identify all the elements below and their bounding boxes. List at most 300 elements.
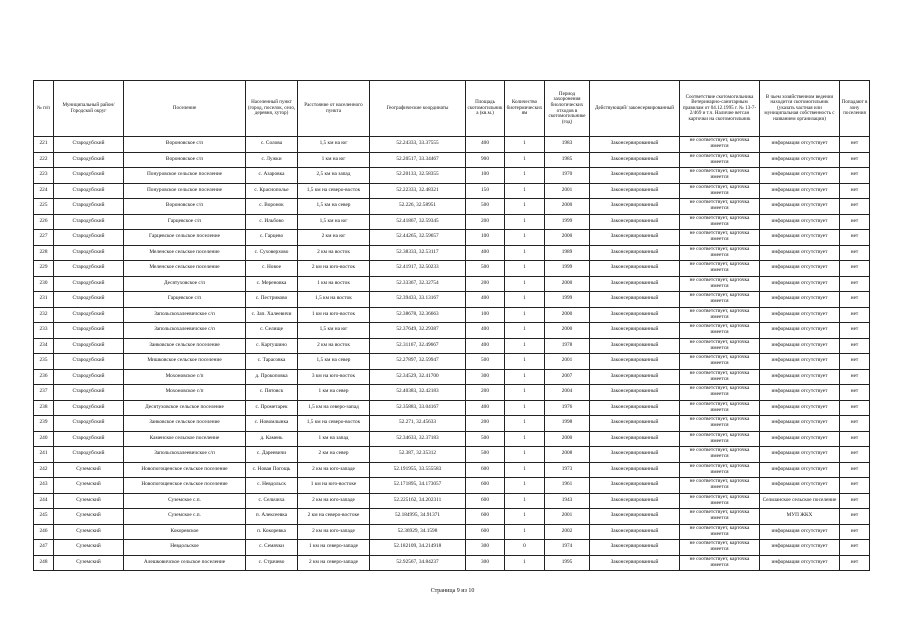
table-cell: информация отсутствует	[760, 338, 840, 354]
table-cell: 1,5 км на юг	[298, 214, 370, 230]
column-header: Населенный пункт (город, поселок, село, деревня, хутор)	[246, 81, 298, 137]
table-cell: 240	[34, 431, 54, 447]
table-cell: Десятуховское с/п	[124, 276, 246, 292]
table-cell: 237	[34, 385, 54, 401]
table-cell: 600	[466, 524, 505, 540]
table-cell: Гарцевское сельское поселение	[124, 230, 246, 246]
table-row	[34, 199, 870, 215]
table-cell: не соответствует, карточка имеется	[680, 416, 760, 432]
table-cell: не соответствует, карточка имеется	[680, 152, 760, 168]
table-cell: не соответствует, карточка имеется	[680, 230, 760, 246]
table-row	[34, 540, 870, 556]
table-cell: с. Гарцево	[246, 230, 298, 246]
table-cell: 1	[505, 230, 545, 246]
table-cell: нет	[840, 137, 870, 153]
table-cell: Стародубский	[54, 400, 124, 416]
table-cell: с. Семячки	[246, 540, 298, 556]
table-cell: 500	[466, 199, 505, 215]
table-cell: Алешковичское сельское поселение	[124, 555, 246, 571]
table-cell: 2 км на север	[298, 447, 370, 463]
table-cell: 100	[466, 168, 505, 184]
table-cell: п. Алексеевка	[246, 509, 298, 525]
table-cell: 2 км на юг	[298, 230, 370, 246]
table-cell: нет	[840, 214, 870, 230]
table-cell: 400	[466, 338, 505, 354]
table-cell: нет	[840, 431, 870, 447]
table-cell: 1,5 км на восток	[298, 292, 370, 308]
table-cell: 52.34633, 32.37183	[370, 431, 466, 447]
table-cell: 52.41917, 32.50233	[370, 261, 466, 277]
table-cell: 234	[34, 338, 54, 354]
table-cell: 2002	[545, 524, 590, 540]
table-cell: 2 км на восток	[298, 338, 370, 354]
table-cell: информация отсутствует	[760, 307, 840, 323]
table-cell: 2 км на северо-востоке	[298, 509, 370, 525]
table-cell: 52.38678, 32.36663	[370, 307, 466, 323]
table-cell: нет	[840, 555, 870, 571]
table-cell: нет	[840, 540, 870, 556]
table-cell: нет	[840, 369, 870, 385]
table-cell: 1999	[545, 261, 590, 277]
table-row	[34, 462, 870, 478]
table-cell: 2 км на восток	[298, 245, 370, 261]
table-cell: 223	[34, 168, 54, 184]
table-cell: Законсервированный	[590, 555, 680, 571]
column-header: Действующий/ законсервированный	[590, 81, 680, 137]
table-cell: Суземский	[54, 478, 124, 494]
table-cell: информация отсутствует	[760, 137, 840, 153]
table-cell: 1	[505, 245, 545, 261]
column-header: Попадают в зону поселения	[840, 81, 870, 137]
column-header: Муниципальный район/Городской округ	[54, 81, 124, 137]
table-row	[34, 245, 870, 261]
table-cell: Стародубский	[54, 230, 124, 246]
table-cell: Законсервированный	[590, 385, 680, 401]
table-cell: информация отсутствует	[760, 540, 840, 556]
table-cell: Законсервированный	[590, 369, 680, 385]
table-cell: нет	[840, 416, 870, 432]
table-row	[34, 447, 870, 463]
table-row	[34, 183, 870, 199]
table-cell: с. Азаровка	[246, 168, 298, 184]
table-cell: 1983	[545, 137, 590, 153]
table-cell: д. Камень	[246, 431, 298, 447]
table-cell: 243	[34, 478, 54, 494]
page-number: Страница 9 из 10	[430, 588, 475, 594]
table-cell: Запольскохалеевичское с/п	[124, 307, 246, 323]
table-cell: Стародубский	[54, 152, 124, 168]
table-cell: не соответствует, карточка имеется	[680, 478, 760, 494]
table-cell: Суземский	[54, 540, 124, 556]
table-row	[34, 416, 870, 432]
table-cell: Суземский	[54, 462, 124, 478]
table-cell: Занковское сельское поселение	[124, 416, 246, 432]
table-cell: не соответствует, карточка имеется	[680, 261, 760, 277]
table-row	[34, 555, 870, 571]
table-cell: Меленское сельское поселение	[124, 245, 246, 261]
table-cell: 1995	[545, 555, 590, 571]
table-cell: Занковское сельское поселение	[124, 338, 246, 354]
table-cell: Законсервированный	[590, 509, 680, 525]
table-cell: не соответствует, карточка имеется	[680, 462, 760, 478]
table-cell: 230	[34, 276, 54, 292]
table-cell: Стародубский	[54, 431, 124, 447]
table-cell: 3 км на юго-восток	[298, 369, 370, 385]
table-row	[34, 261, 870, 277]
table-cell: 222	[34, 152, 54, 168]
table-cell: 52.36929, 34.1598	[370, 524, 466, 540]
table-cell: информация отсутствует	[760, 245, 840, 261]
table-cell: 1	[505, 323, 545, 339]
table-row	[34, 338, 870, 354]
table-cell: Законсервированный	[590, 354, 680, 370]
table-cell: Законсервированный	[590, 152, 680, 168]
table-cell: 1	[505, 416, 545, 432]
table-cell: 1,5 км на север	[298, 199, 370, 215]
table-cell: 1,5 км на юг	[298, 323, 370, 339]
table-cell: нет	[840, 245, 870, 261]
table-cell: Понуровское сельское поселение	[124, 183, 246, 199]
table-cell: информация отсутствует	[760, 168, 840, 184]
table-cell: Стародубский	[54, 137, 124, 153]
table-cell: 1 км на юг	[298, 152, 370, 168]
table-cell: 150	[466, 183, 505, 199]
table-cell: Мишковское сельское поселение	[124, 354, 246, 370]
table-row	[34, 493, 870, 509]
table-cell: 200	[466, 385, 505, 401]
table-cell: информация отсутствует	[760, 431, 840, 447]
table-cell: Гарцевское с/п	[124, 292, 246, 308]
table-cell: Стародубский	[54, 261, 124, 277]
table-row	[34, 369, 870, 385]
table-cell: 52.38333, 32.53117	[370, 245, 466, 261]
table-row	[34, 307, 870, 323]
table-cell: 1	[505, 261, 545, 277]
table-cell: 1 км на север	[298, 385, 370, 401]
table-cell: нет	[840, 261, 870, 277]
table-cell: 1,5 км на северо-восток	[298, 416, 370, 432]
column-header: Поселение	[124, 81, 246, 137]
table-cell: 2007	[545, 369, 590, 385]
table-cell: не соответствует, карточка имеется	[680, 447, 760, 463]
table-cell: 600	[466, 462, 505, 478]
table-cell: 400	[466, 400, 505, 416]
table-header	[34, 81, 870, 137]
table-cell: Законсервированный	[590, 400, 680, 416]
table-cell: 1	[505, 555, 545, 571]
table-row	[34, 385, 870, 401]
table-cell: с. Ильбово	[246, 214, 298, 230]
table-cell: Законсервированный	[590, 276, 680, 292]
table-cell: не соответствует, карточка имеется	[680, 292, 760, 308]
table-cell: 2004	[545, 385, 590, 401]
table-cell: не соответствует, карточка имеется	[680, 323, 760, 339]
table-cell: не соответствует, карточка имеется	[680, 369, 760, 385]
table-cell: 1	[505, 447, 545, 463]
table-cell: 1	[505, 183, 545, 199]
table-cell: 1 км на юго-восток	[298, 307, 370, 323]
table-cell: информация отсутствует	[760, 323, 840, 339]
table-cell: 2001	[545, 354, 590, 370]
table-cell: с. Воронок	[246, 199, 298, 215]
table-cell: Законсервированный	[590, 416, 680, 432]
table-cell: нет	[840, 509, 870, 525]
table-cell: 1 км на восток	[298, 276, 370, 292]
table-cell: Суземское с.п.	[124, 509, 246, 525]
table-cell: 1,5 км на север	[298, 354, 370, 370]
table-cell: нет	[840, 385, 870, 401]
column-header: Географические координаты	[370, 81, 466, 137]
table-cell: нет	[840, 524, 870, 540]
table-cell: 500	[466, 261, 505, 277]
table-cell: 2 км на северо-западе	[298, 555, 370, 571]
table-cell: 2000	[545, 323, 590, 339]
table-row	[34, 323, 870, 339]
table-cell: Суземское с.п.	[124, 493, 246, 509]
column-header: В чьем хозяйственном ведении находится скотомогильник (указать частная или муниципальная собственность с названием организации)	[760, 81, 840, 137]
table-cell: 52.191955, 33.555583	[370, 462, 466, 478]
table-cell: п. Кокоревка	[246, 524, 298, 540]
table-cell: 52.34529, 32.41700	[370, 369, 466, 385]
table-cell: 52.44265, 32.59657	[370, 230, 466, 246]
table-cell: 500	[466, 447, 505, 463]
table-cell: Законсервированный	[590, 524, 680, 540]
table-cell: 52.40383, 32.42183	[370, 385, 466, 401]
table-cell: Стародубский	[54, 338, 124, 354]
table-cell: с. Новая Погощь	[246, 462, 298, 478]
table-cell: с. Лужки	[246, 152, 298, 168]
table-cell: не соответствует, карточка имеется	[680, 307, 760, 323]
table-cell: 52.271, 32.45633	[370, 416, 466, 432]
table-cell: нет	[840, 230, 870, 246]
table-cell: 52.35883, 33.04167	[370, 400, 466, 416]
table-row	[34, 478, 870, 494]
table-row	[34, 214, 870, 230]
table-cell: Запольскохалеевичское с/п	[124, 447, 246, 463]
table-cell: 52.387, 32.35312	[370, 447, 466, 463]
table-cell: 1	[505, 338, 545, 354]
table-cell: 246	[34, 524, 54, 540]
table-cell: информация отсутствует	[760, 199, 840, 215]
table-cell: 2 км на юго-восток	[298, 261, 370, 277]
table-cell: 300	[466, 540, 505, 556]
table-cell: Стародубский	[54, 168, 124, 184]
table-cell: 1	[505, 493, 545, 509]
table-cell: информация отсутствует	[760, 214, 840, 230]
table-cell: информация отсутствует	[760, 385, 840, 401]
table-cell: Десятуховское сельское поселение	[124, 400, 246, 416]
table-cell: 1	[505, 369, 545, 385]
table-cell: 236	[34, 369, 54, 385]
table-cell: 235	[34, 354, 54, 370]
table-cell: нет	[840, 493, 870, 509]
column-header: Расстояние от населенного пункта	[298, 81, 370, 137]
table-cell: 2001	[545, 509, 590, 525]
table-cell: 2 км на юго-западе	[298, 493, 370, 509]
table-cell: 2 км на юго-западе	[298, 524, 370, 540]
table-cell: с. Новомлынка	[246, 416, 298, 432]
table-cell: Стародубский	[54, 292, 124, 308]
table-cell: не соответствует, карточка имеется	[680, 168, 760, 184]
table-cell: Законсервированный	[590, 431, 680, 447]
table-cell: нет	[840, 478, 870, 494]
table-cell: с. Картушино	[246, 338, 298, 354]
table-cell: 1	[505, 152, 545, 168]
table-cell: нет	[840, 183, 870, 199]
table-cell: Мохоновское с/п	[124, 385, 246, 401]
table-cell: 221	[34, 137, 54, 153]
table-cell: 200	[466, 276, 505, 292]
table-cell: информация отсутствует	[760, 276, 840, 292]
table-cell: 1	[505, 276, 545, 292]
table-cell: Понуровское сельское поселение	[124, 168, 246, 184]
table-cell: 1	[505, 524, 545, 540]
table-cell: 232	[34, 307, 54, 323]
table-cell: 52.27897, 32.59947	[370, 354, 466, 370]
table-cell: 1 км на юго-востоке	[298, 478, 370, 494]
table-cell: нет	[840, 276, 870, 292]
table-cell: нет	[840, 338, 870, 354]
table-cell: информация отсутствует	[760, 416, 840, 432]
table-cell: 231	[34, 292, 54, 308]
table-cell: 245	[34, 509, 54, 525]
table-cell: 227	[34, 230, 54, 246]
table-cell: 228	[34, 245, 54, 261]
table-cell: Законсервированный	[590, 307, 680, 323]
table-cell: 100	[466, 230, 505, 246]
table-cell: 52.20517, 33.34467	[370, 152, 466, 168]
table-cell: 1	[505, 385, 545, 401]
table-cell: 900	[466, 152, 505, 168]
table-cell: Законсервированный	[590, 230, 680, 246]
table-cell: с. Пятовск	[246, 385, 298, 401]
table-cell: с. Краснополье	[246, 183, 298, 199]
table-cell: Законсервированный	[590, 540, 680, 556]
table-cell: Стародубский	[54, 183, 124, 199]
table-cell: 1,5 км на северо-восток	[298, 183, 370, 199]
table-cell: не соответствует, карточка имеется	[680, 183, 760, 199]
table-cell: 52.225162, 34.202311	[370, 493, 466, 509]
table-cell: с. Тарасовка	[246, 354, 298, 370]
table-cell: с. Суховерхово	[246, 245, 298, 261]
table-cell: нет	[840, 447, 870, 463]
table-cell: Законсервированный	[590, 168, 680, 184]
table-cell: 1 км на северо-западе	[298, 540, 370, 556]
table-cell: 1	[505, 137, 545, 153]
table-cell: не соответствует, карточка имеется	[680, 555, 760, 571]
table-cell: 52.37649, 32.29387	[370, 323, 466, 339]
table-cell: нет	[840, 307, 870, 323]
table-cell: не соответствует, карточка имеется	[680, 214, 760, 230]
table-cell: с. Невдольск	[246, 478, 298, 494]
table-cell: 229	[34, 261, 54, 277]
table-cell: 248	[34, 555, 54, 571]
column-header: Площадь скотомогильника (кв.м.)	[466, 81, 505, 137]
table-cell: 1970	[545, 168, 590, 184]
table-cell: не соответствует, карточка имеется	[680, 400, 760, 416]
table-cell: 1	[505, 307, 545, 323]
table-cell: нет	[840, 199, 870, 215]
table-cell: с. Пестриково	[246, 292, 298, 308]
table-cell: 1	[505, 168, 545, 184]
table-cell: информация отсутствует	[760, 354, 840, 370]
table-cell: Стародубский	[54, 354, 124, 370]
table-cell: нет	[840, 292, 870, 308]
table-cell: с. Сельчиха	[246, 493, 298, 509]
table-row	[34, 292, 870, 308]
table-cell: 300	[466, 369, 505, 385]
table-cell: нет	[840, 152, 870, 168]
table-cell: Вороновское с/п	[124, 152, 246, 168]
table-cell: 2000	[545, 307, 590, 323]
table-cell: 200	[466, 214, 505, 230]
table-cell: 52.171895, 34.173057	[370, 478, 466, 494]
table-row	[34, 152, 870, 168]
table-cell: 52.184995, 34.91371	[370, 509, 466, 525]
table-cell: Стародубский	[54, 214, 124, 230]
table-cell: 1	[505, 354, 545, 370]
table-cell: 238	[34, 400, 54, 416]
table-cell: 244	[34, 493, 54, 509]
table-cell: Гарцевское с/п	[124, 214, 246, 230]
table-cell: информация отсутствует	[760, 462, 840, 478]
table-cell: нет	[840, 462, 870, 478]
table-cell: 1	[505, 509, 545, 525]
table-cell: 242	[34, 462, 54, 478]
table-cell: информация отсутствует	[760, 447, 840, 463]
table-cell: информация отсутствует	[760, 152, 840, 168]
table-cell: 52.31167, 32.49667	[370, 338, 466, 354]
table-cell: 52.24333, 33.37555	[370, 137, 466, 153]
table-cell: информация отсутствует	[760, 292, 840, 308]
table-cell: информация отсутствует	[760, 230, 840, 246]
table-row	[34, 431, 870, 447]
table-cell: Мохоновское с/п	[124, 369, 246, 385]
table-cell: 1,5 км на юг	[298, 137, 370, 153]
table-row	[34, 509, 870, 525]
table-cell: 1999	[545, 214, 590, 230]
table-cell: Сельчанское сельское поселение	[760, 493, 840, 509]
table-cell: с. Прометарек	[246, 400, 298, 416]
table-cell: 1985	[545, 152, 590, 168]
table-cell: 500	[466, 431, 505, 447]
table-cell: 239	[34, 416, 54, 432]
table-cell: информация отсутствует	[760, 524, 840, 540]
burial-sites-table	[33, 80, 870, 571]
table-cell: 2008	[545, 447, 590, 463]
table-cell: 224	[34, 183, 54, 199]
table-cell: нет	[840, 168, 870, 184]
table-row	[34, 276, 870, 292]
table-cell: с. Страчево	[246, 555, 298, 571]
table-cell: не соответствует, карточка имеется	[680, 431, 760, 447]
table-cell: Кокоревское	[124, 524, 246, 540]
table-cell: 2000	[545, 276, 590, 292]
table-cell: 52.182109, 34.214918	[370, 540, 466, 556]
table-cell: 225	[34, 199, 54, 215]
table-cell: Законсервированный	[590, 462, 680, 478]
table-cell: 1	[505, 292, 545, 308]
table-cell: не соответствует, карточка имеется	[680, 199, 760, 215]
table-cell: 1	[505, 199, 545, 215]
table-cell: 52.39433, 33.13167	[370, 292, 466, 308]
table-cell: 1998	[545, 416, 590, 432]
table-cell: 226	[34, 214, 54, 230]
table-cell: 1999	[545, 292, 590, 308]
table-cell: 52.92567, 34.84237	[370, 555, 466, 571]
table-cell: с. Солова	[246, 137, 298, 153]
table-cell: 1	[505, 462, 545, 478]
